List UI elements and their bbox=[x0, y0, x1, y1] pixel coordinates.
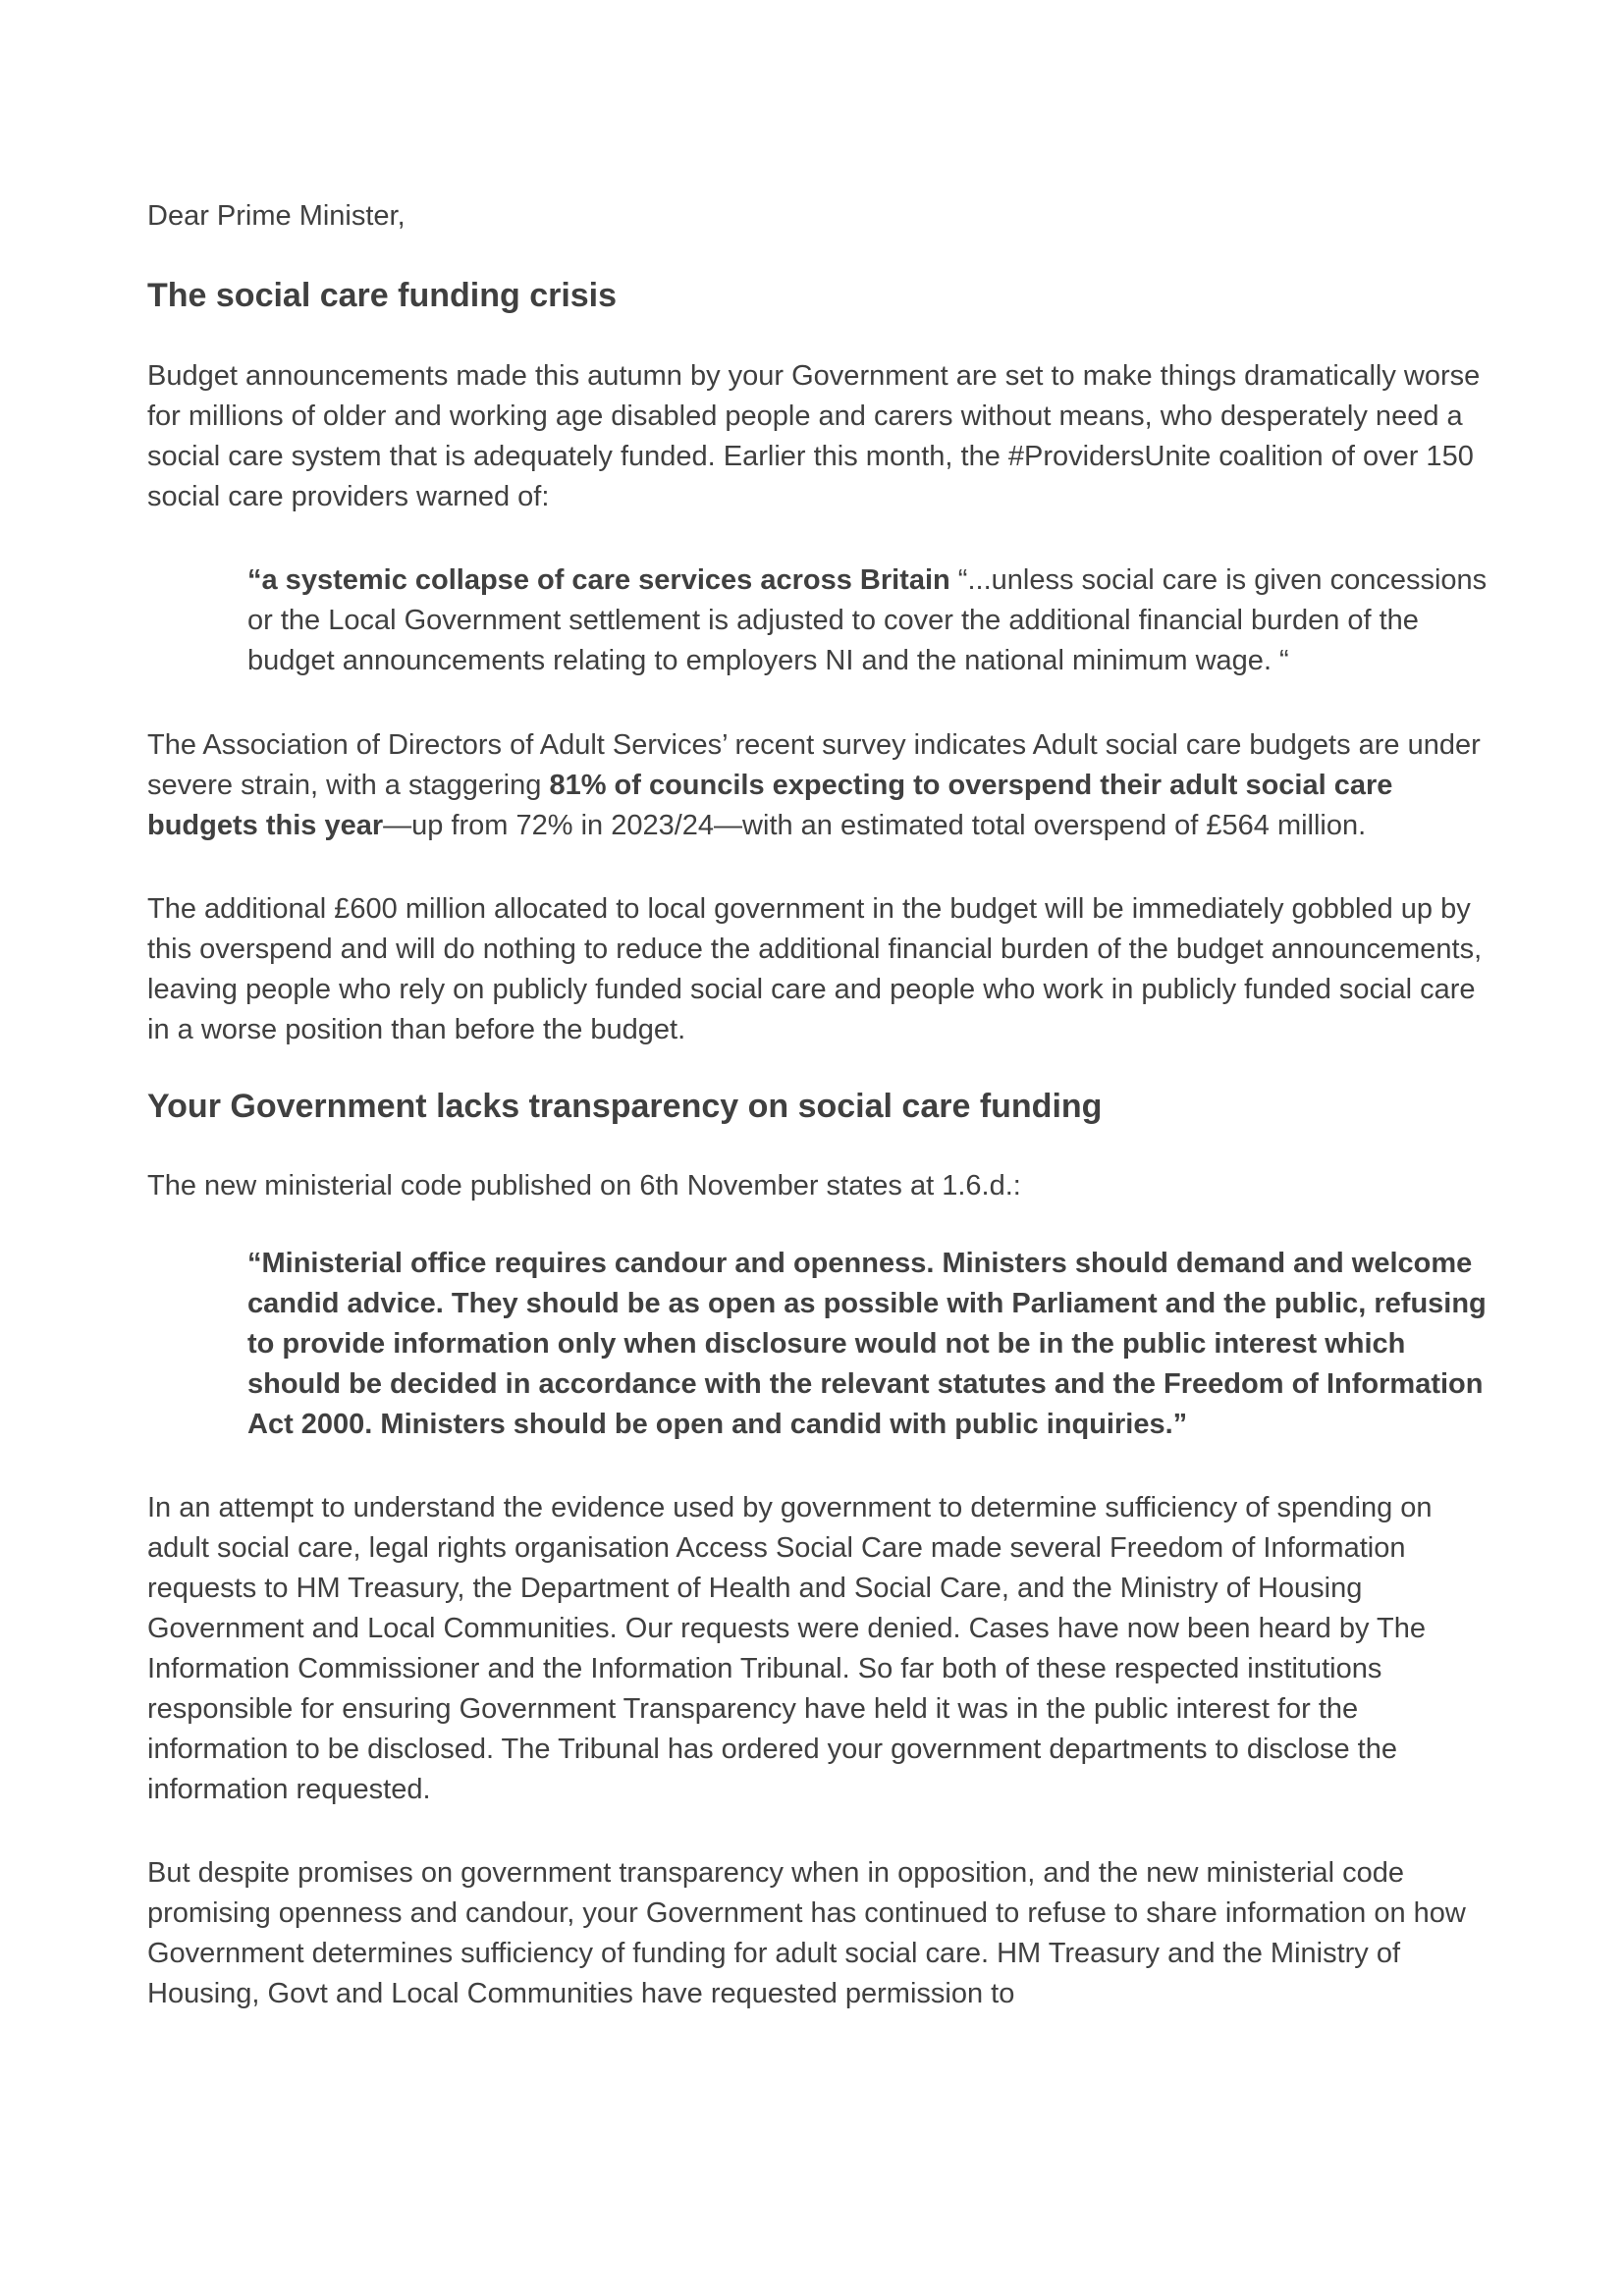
heading-transparency: Your Government lacks transparency on social care funding bbox=[147, 1088, 1103, 1125]
paragraph-600-million: The additional £600 million allocated to local government in the budget will be immediately gobbled up by this overspend and will do nothing to reduce the additional financial burden of the budget announcements, leaving people who rely on publicly funded social care and people who work in publicly funded social care in a worse position than before the budget. bbox=[147, 893, 1483, 1045]
letter-page bbox=[147, 196, 1492, 2014]
heading-social-care-funding-crisis: The social care funding crisis bbox=[147, 277, 618, 314]
paragraph-adass-survey bbox=[147, 725, 1492, 846]
adass-survey-highlight: 81% of councils expecting to overspend their adult social care budgets this year bbox=[147, 770, 1393, 841]
quote-providers-unite-bold: “a systemic collapse of care services across Britain bbox=[247, 564, 950, 596]
paragraph-foi-requests: In an attempt to understand the evidence used by government to determine sufficiency of spending on adult social care, legal rights organisation Access Social Care made several Freedom of Information requests to HM Treasury, the Department of Health and Social Care, and the Ministry of Housing Government and Local Communities. Our requests were denied. Cases have now been heard by The Information Commissioner and the Information Tribunal. So far both of these respected institutions responsible for ensuring Government Transparency have held it was in the public interest for the information to be disclosed. The Tribunal has ordered your government departments to disclose the information requested. bbox=[147, 1492, 1433, 1805]
salutation: Dear Prime Minister, bbox=[147, 200, 406, 232]
adass-survey-start: The Association of Directors of Adult Services’ recent survey indicates Adult social care budgets are under severe strain, with a staggering bbox=[147, 729, 1481, 801]
quote-providers-unite-rest: “...unless social care is given concessions or the Local Government settlement is adjusted to cover the additional financial burden of the budget announcements relating to employers NI and the national minimum wage. “ bbox=[247, 564, 1488, 676]
quote-ministerial-code: “Ministerial office requires candour and openness. Ministers should demand and welcome candid advice. They should be as open as possible with Parliament and the public, refusing to provide information only when disclosure would not be in the public interest which should be decided in accordance with the relevant statutes and the Freedom of Information Act 2000. Ministers should be open and candid with public inquiries.” bbox=[247, 1248, 1487, 1440]
paragraph-refusal-to-share: But despite promises on government transparency when in opposition, and the new ministerial code promising openness and candour, your Government has continued to refuse to share information on how Government determines sufficiency of funding for adult social care. HM Treasury and the Ministry of Housing, Govt and Local Communities have requested permission to bbox=[147, 1857, 1466, 2009]
quote-providers-unite bbox=[247, 561, 1492, 681]
paragraph-budget-announcements: Budget announcements made this autumn by your Government are set to make things dramatically worse for millions of older and working age disabled people and carers without means, who desperately need a social care system that is adequately funded. Earlier this month, the #ProvidersUnite coalition of over 150 social care providers warned of: bbox=[147, 360, 1481, 512]
adass-survey-end: —up from 72% in 2023/24—with an estimated total overspend of £564 million. bbox=[383, 810, 1367, 841]
paragraph-ministerial-code: The new ministerial code published on 6th November states at 1.6.d.: bbox=[147, 1170, 1021, 1201]
